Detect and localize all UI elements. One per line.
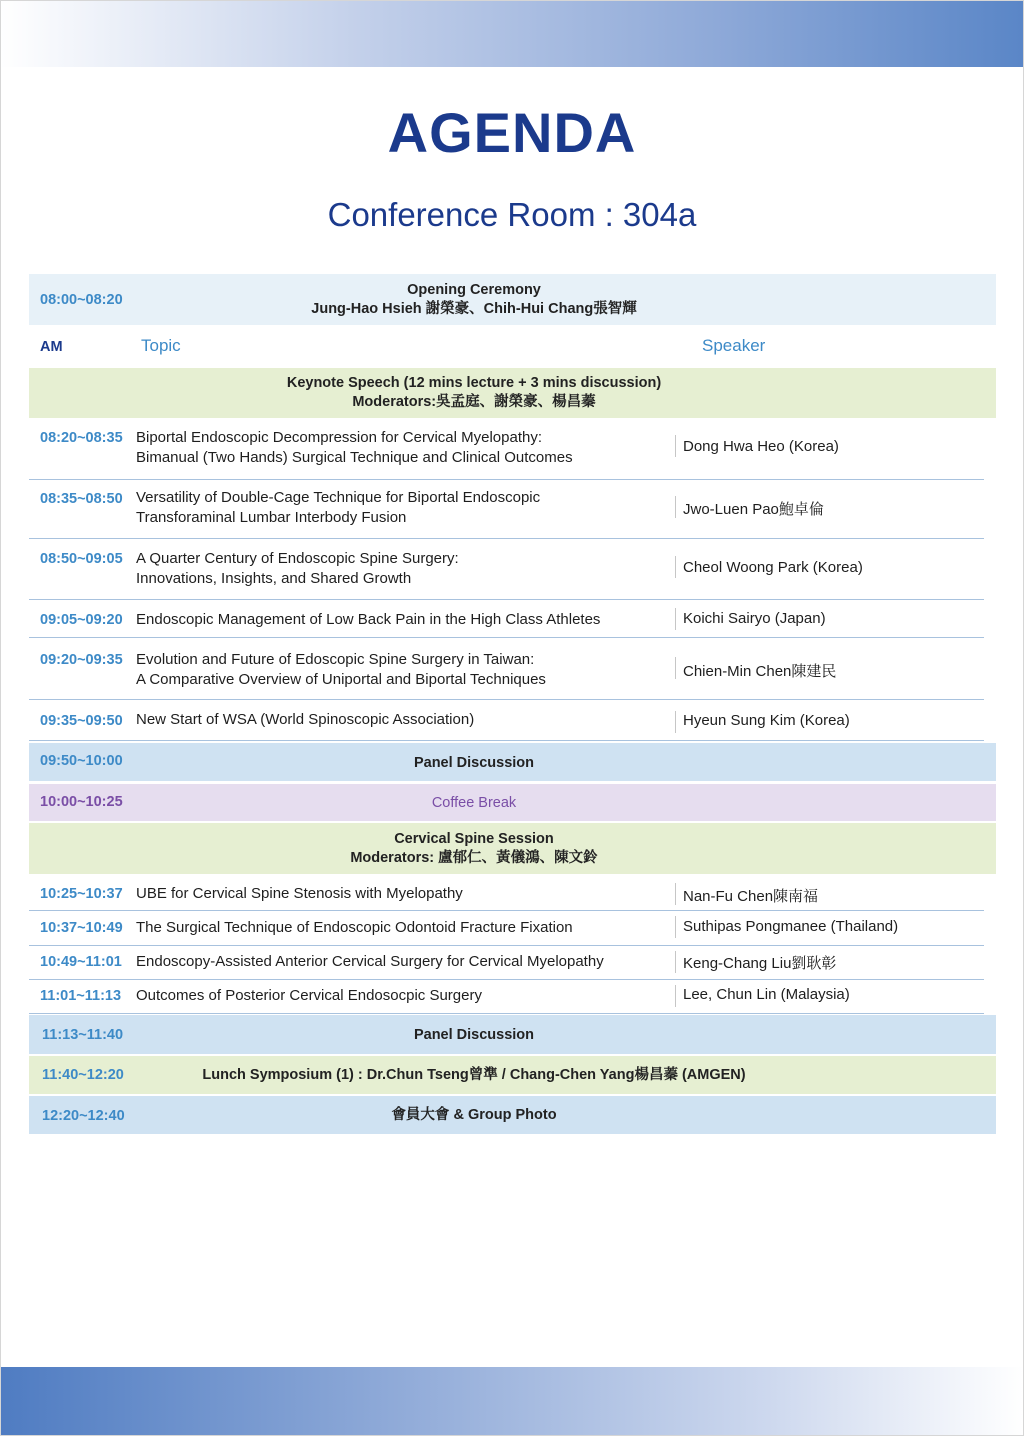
- row-topic: [136, 710, 671, 730]
- row-divider: [675, 951, 676, 973]
- row-divider: [675, 556, 676, 578]
- opening-hosts: Jung-Hao Hsieh 謝榮豪、Chih-Hui Chang張智輝: [311, 300, 637, 317]
- agenda-row: [29, 946, 984, 980]
- row-time: 10:25~10:37: [40, 886, 123, 902]
- row-divider: [675, 985, 676, 1007]
- row-divider: [675, 883, 676, 905]
- row-time: 09:05~09:20: [40, 612, 123, 628]
- row-topic-line2: A Comparative Overview of Uniportal and Biportal Techniques: [136, 671, 546, 688]
- keynote-text: [29, 374, 919, 412]
- row-topic: [136, 428, 671, 468]
- row-speaker: Cheol Woong Park (Korea): [683, 559, 863, 576]
- row-topic: [136, 488, 671, 528]
- page-title: AGENDA: [387, 101, 637, 164]
- row-topic-line2: Transforaminal Lumbar Interbody Fusion: [136, 509, 407, 526]
- coffee-label: Coffee Break: [431, 795, 517, 811]
- agenda-row: [29, 600, 984, 638]
- opening-title: Opening Ceremony: [407, 281, 541, 298]
- row-topic-line2: Bimanual (Two Hands) Surgical Technique and Clinical Outcomes: [136, 449, 573, 466]
- row-topic: Endoscopy-Assisted Anterior Cervical Surgery for Cervical Myelopathy: [136, 953, 604, 970]
- row-divider: [675, 496, 676, 518]
- row-topic-line1: New Start of WSA (World Spinoscopic Association): [136, 711, 475, 728]
- agenda-row: [29, 700, 984, 741]
- member-meeting-band: [29, 1096, 996, 1134]
- row-topic-line1: Biportal Endoscopic Decompression for Cervical Myelopathy:: [136, 429, 543, 446]
- row-topic: Outcomes of Posterior Cervical Endosocpic Surgery: [136, 987, 482, 1004]
- row-time: 10:49~11:01: [40, 954, 122, 970]
- agenda-row: [29, 419, 984, 480]
- opening-time: 08:00~08:20: [40, 291, 123, 308]
- member-label: 會員大會 & Group Photo: [391, 1107, 557, 1123]
- keynote-moderators: Moderators:吳孟庭、謝榮豪、楊昌蓁: [352, 394, 596, 410]
- cervical-text: [29, 830, 919, 868]
- conference-room: Conference Room : 304a: [327, 196, 697, 233]
- row-topic: [136, 650, 671, 690]
- row-time: 09:20~09:35: [40, 652, 123, 668]
- row-speaker: Hyeun Sung Kim (Korea): [683, 712, 850, 729]
- row-topic-line2: Innovations, Insights, and Shared Growth: [136, 570, 412, 587]
- row-divider: [675, 657, 676, 679]
- coffee-time: 10:00~10:25: [40, 794, 123, 810]
- row-divider: [675, 916, 676, 938]
- row-topic: The Surgical Technique of Endoscopic Odontoid Fracture Fixation: [136, 919, 573, 936]
- row-speaker: Lee, Chun Lin (Malaysia): [683, 986, 850, 1003]
- coffee-break-band: [29, 784, 996, 821]
- row-time: 08:20~08:35: [40, 430, 123, 446]
- row-time: 08:50~09:05: [40, 551, 123, 567]
- row-topic-line1: Evolution and Future of Edoscopic Spine Surgery in Taiwan:: [136, 651, 535, 668]
- opening-ceremony-band: [29, 274, 996, 325]
- lunch-label: Lunch Symposium (1) : Dr.Chun Tseng曾準 / Chang-Chen Yang楊昌蓁 (AMGEN): [202, 1067, 746, 1083]
- row-topic-line1: A Quarter Century of Endoscopic Spine Surgery:: [136, 550, 459, 567]
- agenda-row: [29, 539, 984, 600]
- row-speaker: Chien-Min Chen陳建民: [683, 663, 837, 680]
- row-time: 08:35~08:50: [40, 491, 123, 507]
- cervical-session-band: [29, 823, 996, 874]
- row-time: 11:01~11:13: [40, 988, 122, 1004]
- cervical-title: Cervical Spine Session: [394, 830, 554, 847]
- agenda-row: [29, 876, 984, 911]
- row-topic: [136, 549, 671, 589]
- cervical-moderators: Moderators: 盧郁仁、黃儀鴻、陳文鈴: [350, 849, 598, 866]
- row-time: 09:35~09:50: [40, 713, 123, 729]
- panel-discussion-band: [29, 743, 996, 781]
- row-speaker: Dong Hwa Heo (Korea): [683, 438, 839, 455]
- agenda-row: [29, 980, 984, 1014]
- member-time: 12:20~12:40: [42, 1108, 125, 1124]
- row-topic-line1: Versatility of Double-Cage Technique for Biportal Endoscopic: [136, 489, 541, 506]
- keynote-title: Keynote Speech (12 mins lecture + 3 mins discussion): [286, 375, 662, 391]
- row-divider: [675, 435, 676, 457]
- speaker-header: Speaker: [702, 336, 766, 355]
- panel-time: 11:13~11:40: [42, 1027, 124, 1043]
- row-divider: [675, 608, 676, 630]
- lunch-symposium-band: [29, 1056, 996, 1094]
- row-speaker: Jwo-Luen Pao鮑卓倫: [683, 501, 824, 518]
- panel-time: 09:50~10:00: [40, 753, 123, 769]
- row-speaker: Nan-Fu Chen陳南福: [683, 888, 819, 905]
- agenda-row: [29, 480, 984, 539]
- row-speaker: Keng-Chang Liu劉耿彰: [683, 955, 837, 972]
- top-gradient-band: [0, 0, 1024, 67]
- lunch-time: 11:40~12:20: [42, 1067, 124, 1083]
- row-speaker: Koichi Sairyo (Japan): [683, 610, 826, 627]
- panel-label: Panel Discussion: [413, 1027, 535, 1043]
- panel-discussion-band-2: [29, 1015, 996, 1054]
- row-topic: [136, 610, 676, 630]
- keynote-band: [29, 368, 996, 418]
- am-label: AM: [40, 339, 63, 355]
- agenda-row: [29, 911, 984, 946]
- row-divider: [675, 711, 676, 733]
- panel-label: Panel Discussion: [413, 755, 535, 771]
- opening-text: [29, 281, 919, 319]
- row-topic: UBE for Cervical Spine Stenosis with Myelopathy: [136, 885, 463, 902]
- bottom-gradient-band: [0, 1367, 1024, 1436]
- agenda-row: [29, 638, 984, 700]
- row-topic-line1: Endoscopic Management of Low Back Pain in the High Class Athletes: [136, 611, 601, 628]
- topic-header: Topic: [141, 336, 181, 355]
- row-time: 10:37~10:49: [40, 920, 123, 936]
- row-speaker: Suthipas Pongmanee (Thailand): [683, 918, 899, 935]
